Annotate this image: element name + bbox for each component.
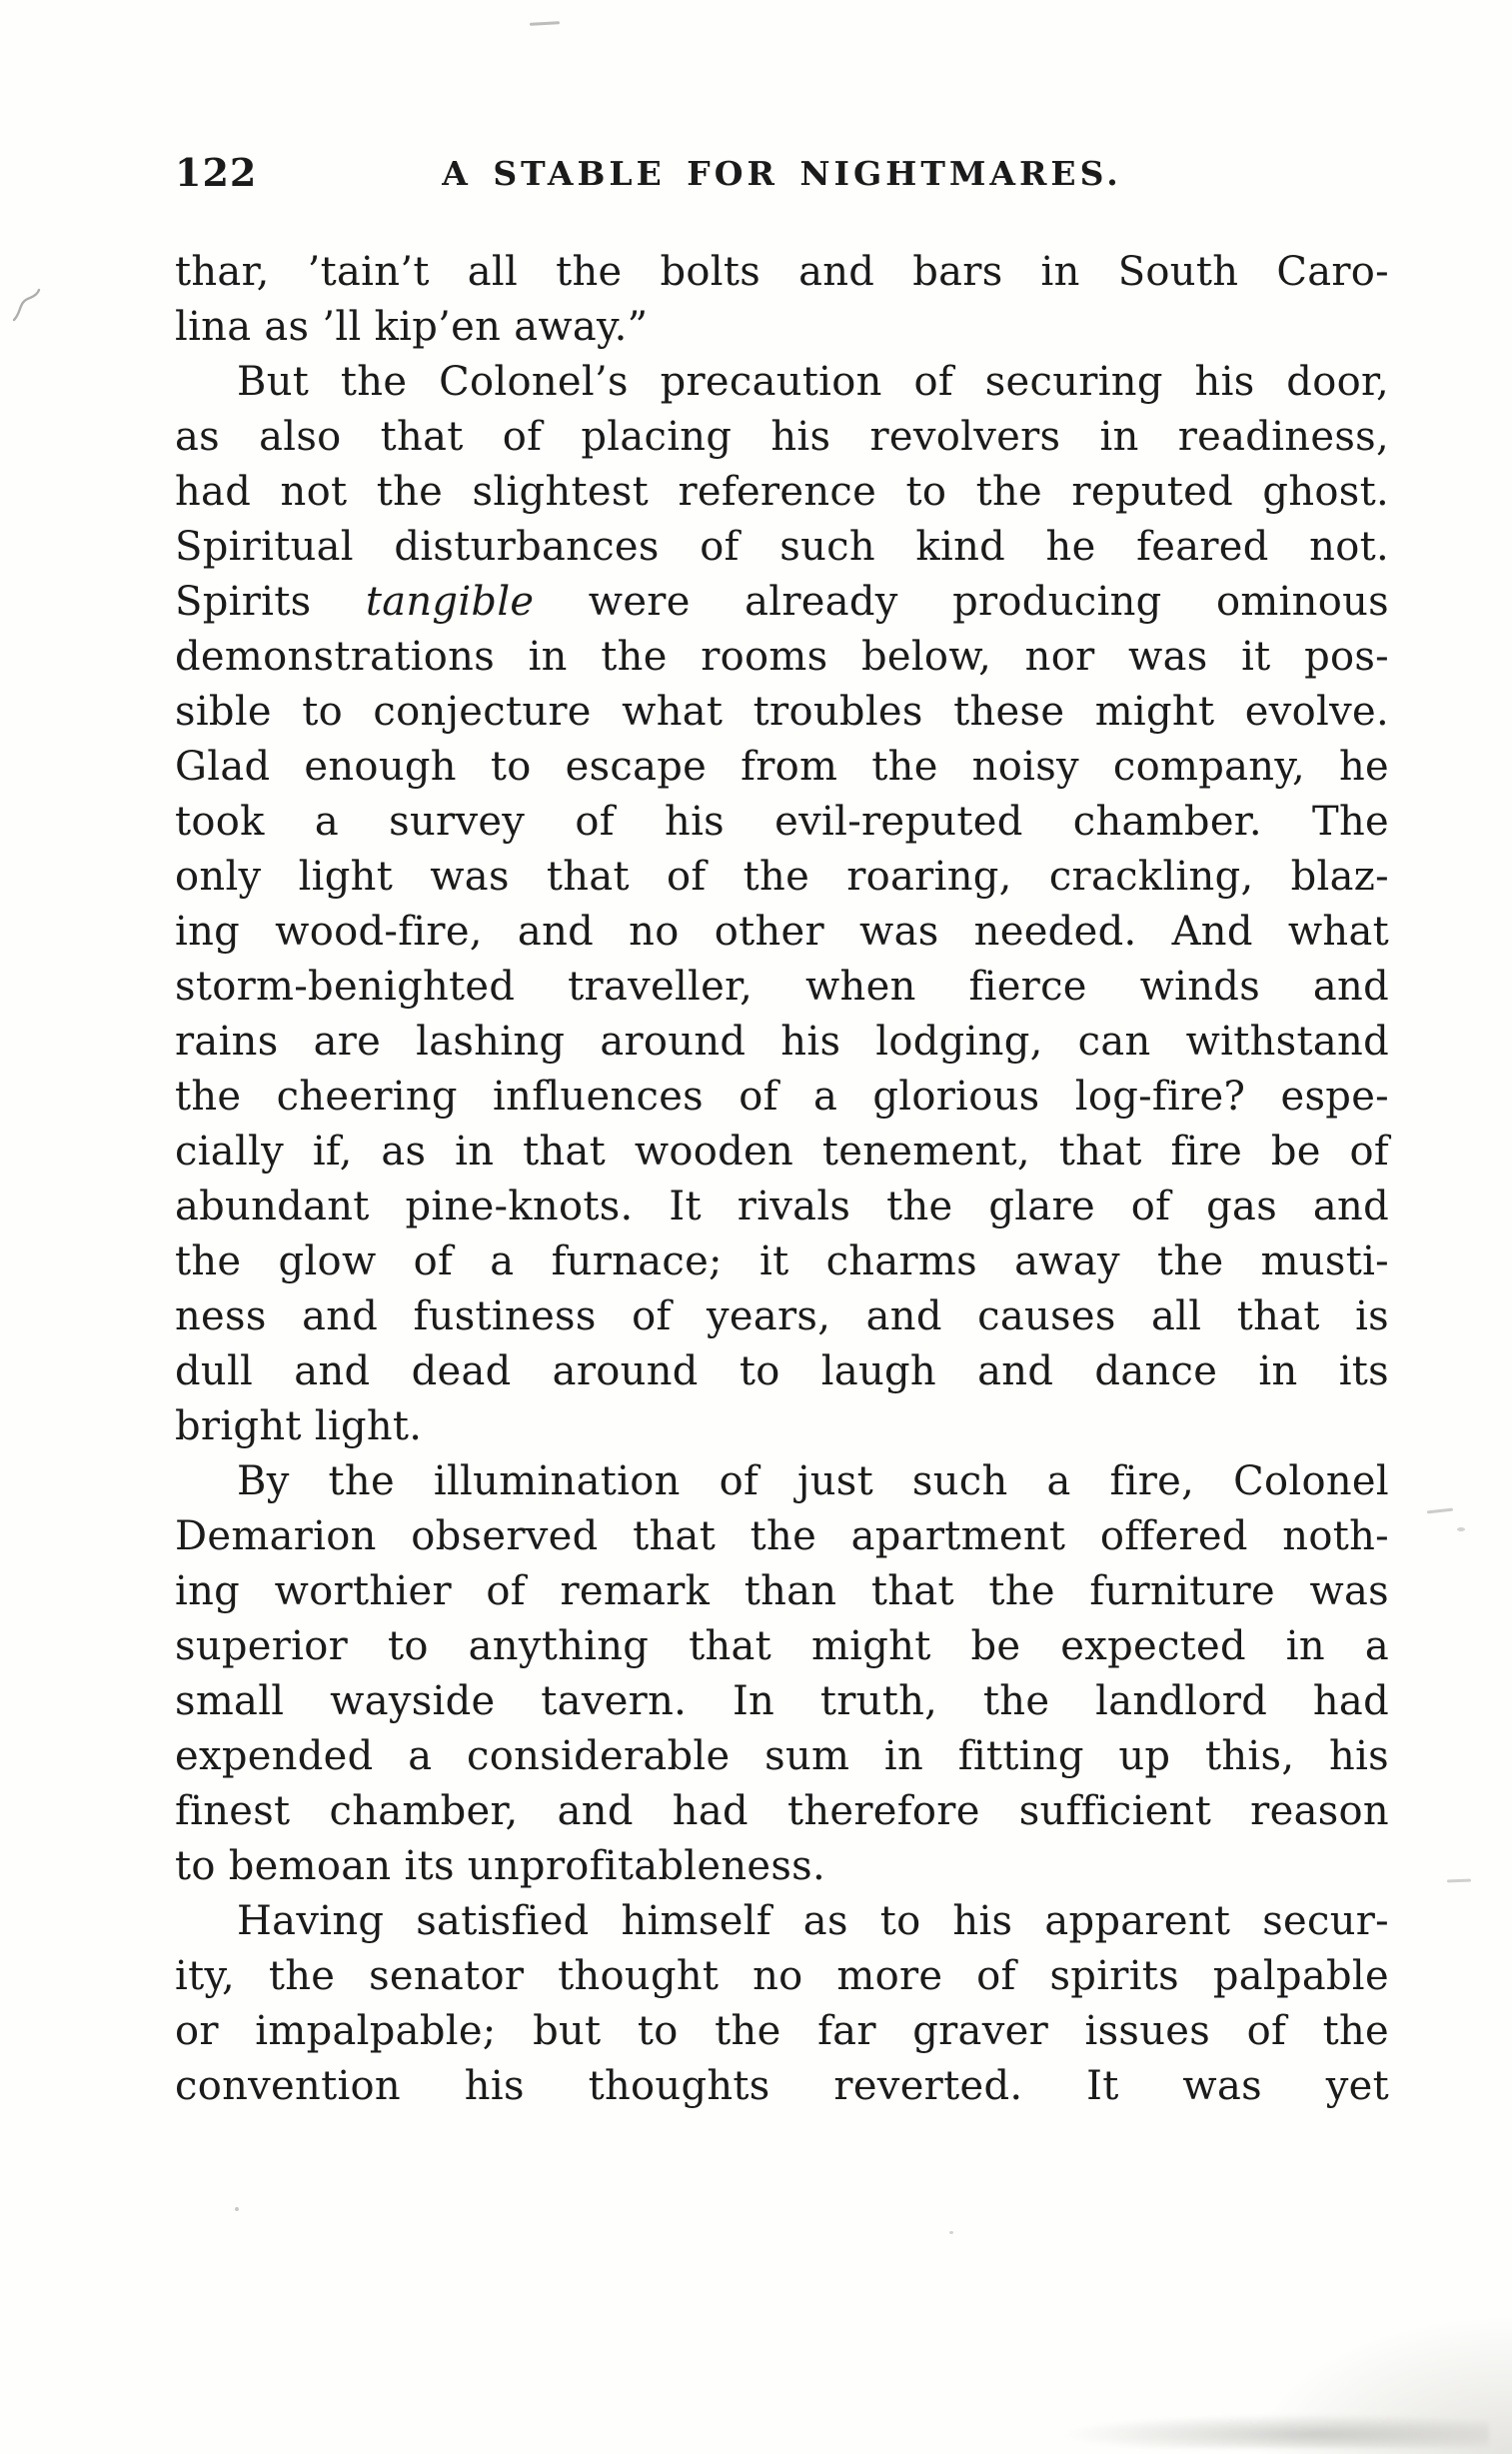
text-line: ness and fustiness of years, and causes all that is [175, 1293, 1389, 1339]
text-line: the cheering influences of a glorious log-fire? espe- [175, 1074, 1389, 1120]
text-line: By the illumination of just such a fire, Colonel [237, 1458, 1389, 1504]
text-line: to bemoan its unprofitableness. [175, 1843, 826, 1889]
text-line: thar, ’tain’t all the bolts and bars in South Caro- [175, 249, 1389, 295]
scan-artifact-bottom-smudge [1059, 2414, 1489, 2448]
text-line: abundant pine-knots. It rivals the glare of gas and [175, 1184, 1389, 1229]
text-line: Glad enough to escape from the noisy company, he [175, 744, 1389, 790]
text-line: Spirits tangible were already producing ominous [175, 579, 1389, 625]
scan-artifact-speck [235, 2207, 239, 2211]
paragraph [175, 1894, 1389, 2114]
text-line: superior to anything that might be expected in a [175, 1623, 1389, 1669]
text-block [175, 245, 1389, 2114]
text-line: or impalpable; but to the far graver issues of the [175, 2008, 1389, 2054]
text-line: Having satisfied himself as to his apparent secur- [237, 1898, 1389, 1944]
text-line: expended a considerable sum in fitting up this, his [175, 1733, 1389, 1779]
text-line: only light was that of the roaring, crackling, blaz- [175, 854, 1389, 900]
scan-artifact-speck [949, 2231, 953, 2234]
text-line: demonstrations in the rooms below, nor was it pos- [175, 634, 1389, 680]
text-line: finest chamber, and had therefore sufficient reason [175, 1788, 1389, 1834]
text-line: bright light. [175, 1403, 423, 1449]
text-line: Demarion observed that the apartment offered noth- [175, 1513, 1389, 1559]
text-line: storm-benighted traveller, when fierce winds and [175, 964, 1389, 1010]
paragraph [175, 1454, 1389, 1894]
scan-artifact-right-dash [1427, 1508, 1453, 1514]
text-line: ing worthier of remark than that the furniture was [175, 1568, 1389, 1614]
text-line: convention his thoughts reverted. It was yet [175, 2063, 1389, 2109]
scan-artifact-pen-mark [8, 288, 44, 328]
text-line: lina as ’ll kip’en away.” [175, 304, 649, 350]
text-line: dull and dead around to laugh and dance in its [175, 1348, 1389, 1394]
paragraph [175, 245, 1389, 355]
text-line: the glow of a furnace; it charms away the musti- [175, 1238, 1389, 1284]
text-line: Spiritual disturbances of such kind he feared not. [175, 524, 1389, 570]
scan-artifact-corner-shade [1252, 2314, 1512, 2454]
text-line: had not the slightest reference to the reputed ghost. [175, 469, 1389, 515]
text-line: took a survey of his evil-reputed chamber. The [175, 799, 1389, 845]
text-line: cially if, as in that wooden tenement, that fire be of [175, 1129, 1389, 1175]
paragraph [175, 355, 1389, 1454]
text-line: But the Colonel’s precaution of securing his door, [237, 359, 1389, 405]
text-line: rains are lashing around his lodging, can withstand [175, 1019, 1389, 1065]
text-line: ing wood-fire, and no other was needed. And what [175, 909, 1389, 955]
text-line: sible to conjecture what troubles these might evolve. [175, 689, 1389, 735]
page-header [175, 150, 1389, 198]
scan-artifact-top-dash [530, 21, 560, 26]
text-line: ity, the senator thought no more of spirits palpable [175, 1953, 1389, 1999]
scan-artifact-right-dot [1457, 1527, 1465, 1531]
scan-artifact-right-dash-2 [1447, 1879, 1471, 1883]
page-number: 122 [175, 150, 258, 195]
running-title: A STABLE FOR NIGHTMARES. [442, 154, 1122, 193]
text-line: as also that of placing his revolvers in readiness, [175, 414, 1389, 460]
text-line: small wayside tavern. In truth, the landlord had [175, 1678, 1389, 1724]
